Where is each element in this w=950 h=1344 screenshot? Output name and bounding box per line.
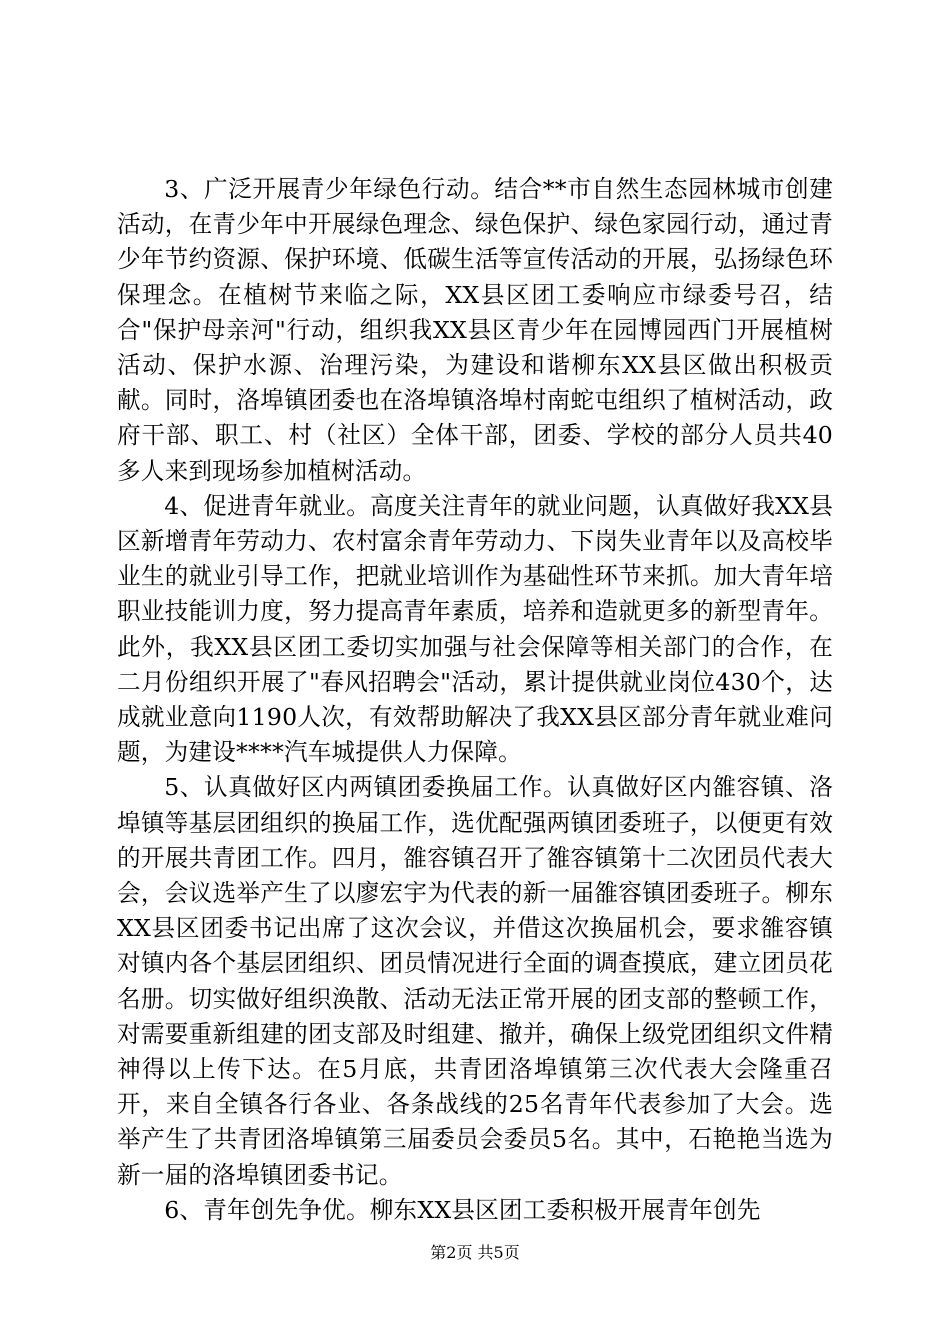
page-number-footer: 第2页 共5页 xyxy=(430,1243,520,1262)
document-body xyxy=(117,172,833,1228)
paragraph-green-action: 3、广泛开展青少年绿色行动。结合**市自然生态园林城市创建活动，在青少年中开展绿色理念、绿色保护、绿色家园行动，通过青少年节约资源、保护环境、低碳生活等宣传活动的开展，弘扬绿色环保理念。在植树节来临之际，XX县区团工委响应市绿委号召，结合"保护母亲河"行动，组织我XX县区青少年在园博园西门开展植树活动、保护水源、治理污染，为建设和谐柳东XX县区做出积极贡献。同时，洛埠镇团委也在洛埠镇洛埠村南蛇屯组织了植树活动，政府干部、职工、村（社区）全体干部，团委、学校的部分人员共40多人来到现场参加植树活动。 xyxy=(117,175,833,485)
paragraph-youth-excellence: 6、青年创先争优。柳东XX县区团工委积极开展青年创先 xyxy=(164,1195,761,1224)
paragraph-youth-employment: 4、促进青年就业。高度关注青年的就业问题，认真做好我XX县区新增青年劳动力、农村富余青年劳动力、下岗失业青年以及高校毕业生的就业引导工作，把就业培训作为基础性环节来抓。加大青年培职业技能训力度，努力提高青年素质，培养和造就更多的新型青年。此外，我XX县区团工委切实加强与社会保障等相关部门的合作，在二月份组织开展了"春风招聘会"活动，累计提供就业岗位430个，达成就业意向1190人次，有效帮助解决了我XX县区部分青年就业难问题，为建设****汽车城提供人力保障。 xyxy=(117,491,833,767)
paragraph-election-work: 5、认真做好区内两镇团委换届工作。认真做好区内雒容镇、洛埠镇等基层团组织的换届工作，选优配强两镇团委班子，以便更有效的开展共青团工作。四月，雒容镇召开了雒容镇第十二次团员代表大会，会议选举产生了以廖宏宇为代表的新一届雒容镇团委班子。柳东XX县区团委书记出席了这次会议，并借这次换届机会，要求雒容镇对镇内各个基层团组织、团员情况进行全面的调查摸底，建立团员花名册。切实做好组织涣散、活动无法正常开展的团支部的整顿工作，对需要重新组建的团支部及时组建、撤并，确保上级党团组织文件精神得以上传下达。在5月底，共青团洛埠镇第三次代表大会隆重召开，来自全镇各行各业、各条战线的25名青年代表参加了大会。选举产生了共青团洛埠镇第三届委员会委员5名。其中，石艳艳当选为新一届的洛埠镇团委书记。 xyxy=(117,773,833,1189)
